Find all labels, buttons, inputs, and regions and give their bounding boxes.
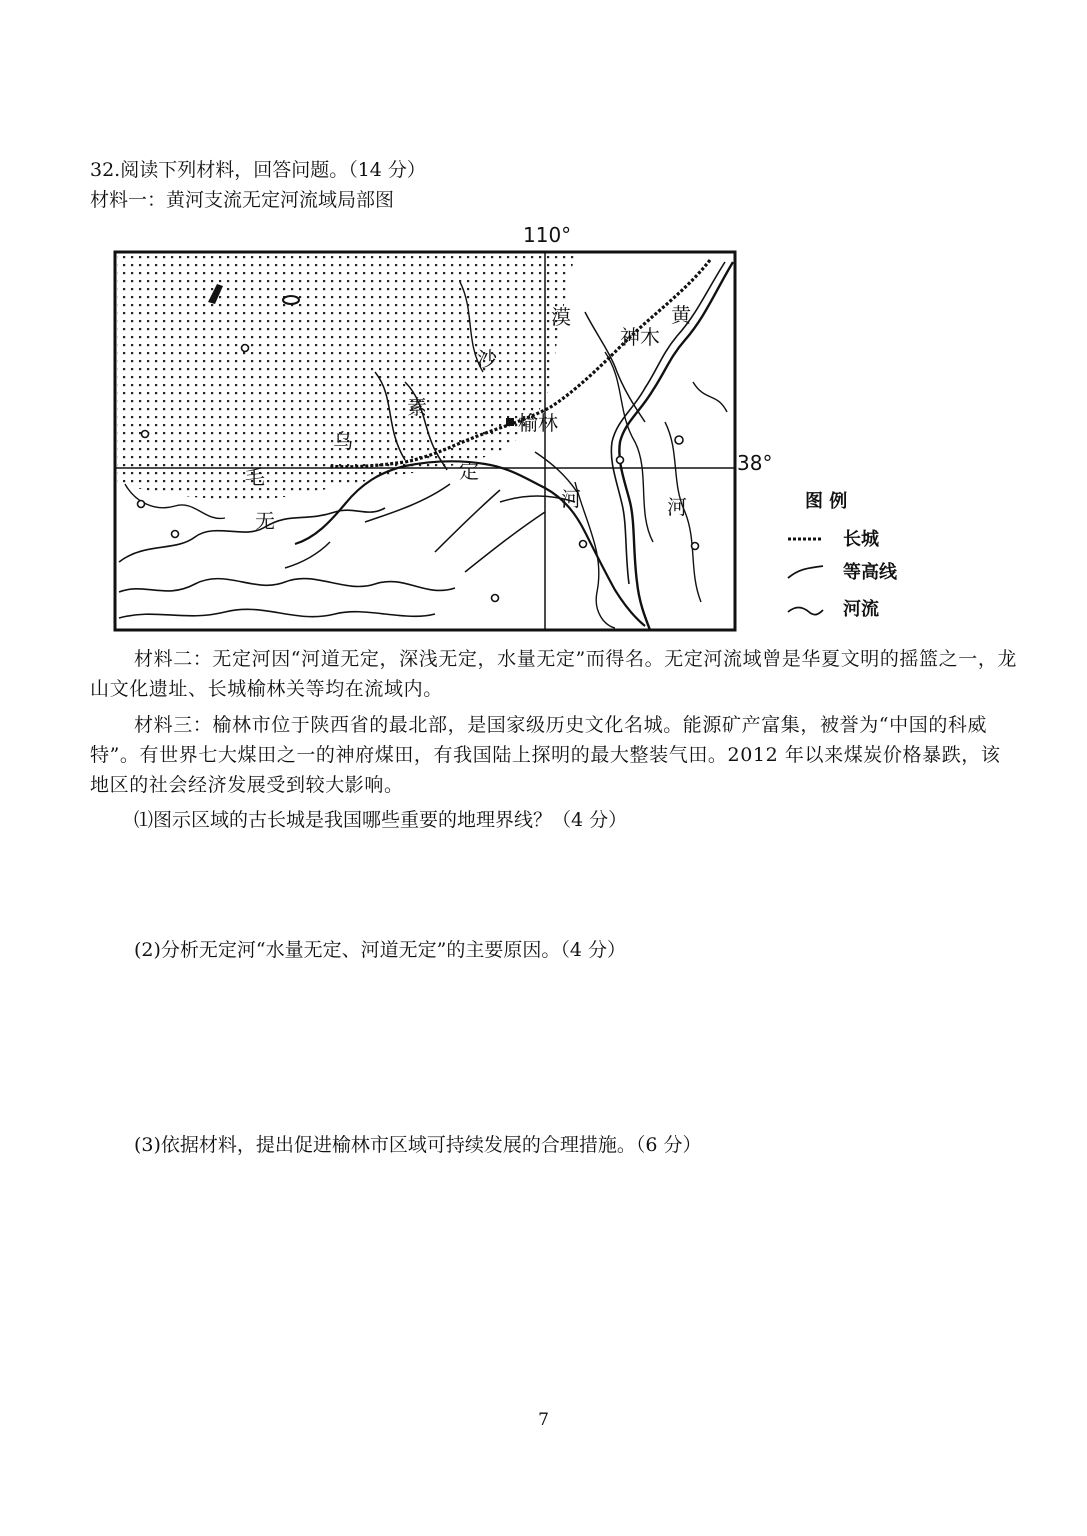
legend-label-contour: 等高线 — [843, 562, 897, 583]
material-3-text: 材料三：榆林市位于陕西省的最北部，是国家级历史文化名城。能源矿产富集，被誉为“中国的科威特”。有世界七大煤田之一的神府煤田，有我国陆上探明的最大整装气田。2012 年以来煤炭价格暴跌，该地区的社会经济发展受到较大影响。 — [90, 714, 1001, 796]
material-1-label: 材料一：黄河支流无定河流域局部图 — [90, 189, 395, 211]
latitude-label: 38° — [737, 451, 773, 475]
desert-label-wu: 乌 — [333, 429, 353, 453]
river-label-he-yellow: 河 — [667, 495, 687, 519]
sub-question-1: ⑴图示区域的古长城是我国哪些重要的地理界线？（4 分） — [134, 809, 628, 831]
legend-label-river: 河流 — [843, 599, 879, 620]
lake-icon — [283, 296, 299, 304]
wuding-river-basin-map — [105, 222, 905, 642]
town-marker — [138, 501, 145, 508]
desert-label-mao: 毛 — [245, 465, 265, 489]
desert-label-su: 素 — [407, 395, 427, 419]
contour-legend-symbol — [788, 566, 823, 578]
shenmu-label: 神木 — [620, 325, 660, 349]
river-label-wu: 无 — [255, 509, 275, 533]
yulin-city-marker — [506, 418, 514, 426]
river-label-he: 河 — [561, 487, 581, 511]
desert-label-sha: 沙 — [477, 347, 497, 371]
town-marker — [675, 436, 683, 444]
sub-question-2: (2)分析无定河“水量无定、河道无定”的主要原因。（4 分） — [134, 939, 626, 961]
desert-label-mo: 漠 — [551, 305, 571, 329]
longitude-label: 110° — [523, 223, 572, 247]
town-marker — [492, 595, 499, 602]
page-number: 7 — [538, 1410, 549, 1430]
yulin-label: 榆林 — [518, 411, 558, 435]
river-label-ding: 定 — [459, 459, 479, 483]
sub-question-3: (3)依据材料，提出促进榆林市区域可持续发展的合理措施。（6 分） — [134, 1134, 702, 1156]
town-marker — [172, 531, 179, 538]
river-label-huang: 黄 — [671, 303, 691, 327]
town-marker — [617, 457, 624, 464]
town-marker — [692, 543, 699, 550]
town-marker — [242, 345, 249, 352]
town-marker — [142, 431, 149, 438]
legend-title: 图 例 — [805, 491, 848, 512]
material-2-text: 材料二：无定河因“河道无定，深浅无定，水量无定”而得名。无定河流域曾是华夏文明的摇篮之一，龙山文化遗址、长城榆林关等均在流域内。 — [90, 648, 1018, 700]
question-heading: 32.阅读下列材料，回答问题。（14 分） — [90, 159, 426, 181]
river-legend-symbol — [788, 608, 823, 615]
town-marker — [580, 541, 587, 548]
legend-label-great-wall: 长城 — [843, 529, 879, 550]
map-legend — [788, 490, 898, 620]
